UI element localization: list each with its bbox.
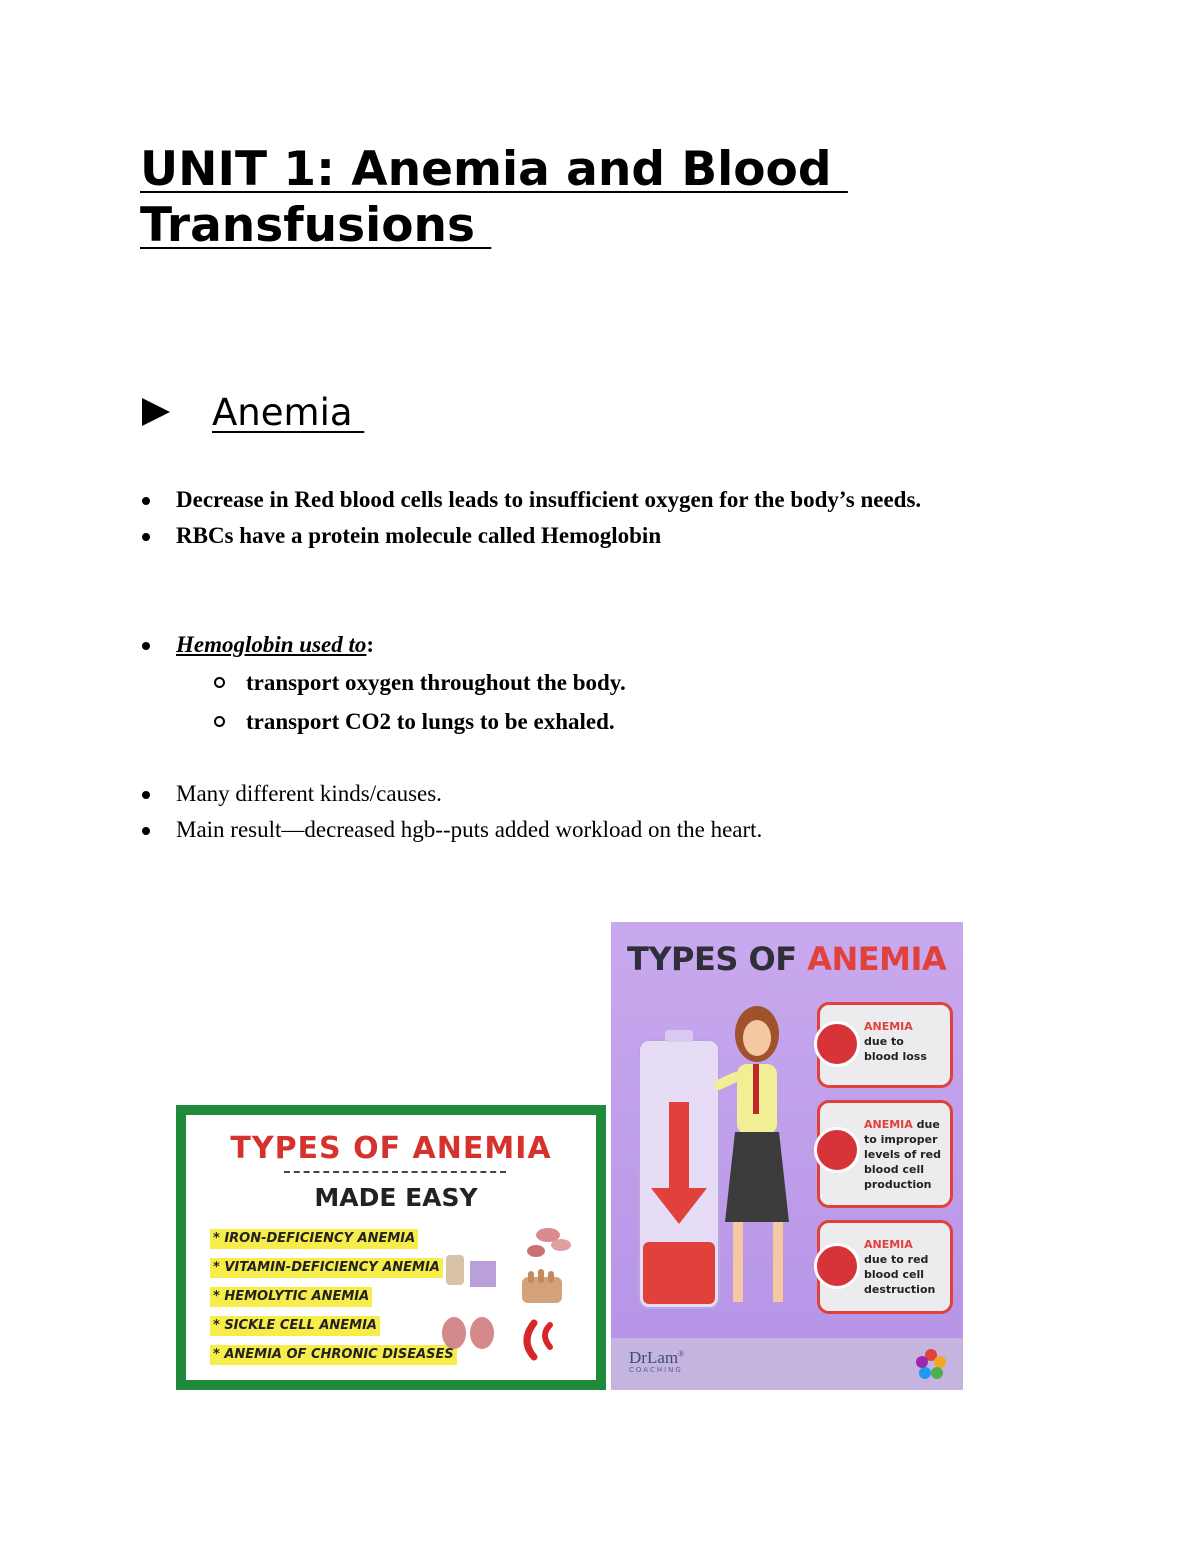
bullet-dot-icon [142, 791, 150, 799]
bullet-list-2 [142, 776, 1022, 848]
logo-text: DrLam [629, 1348, 679, 1367]
anemia-type-item: * IRON-DEFICIENCY ANEMIA [210, 1229, 418, 1249]
section-title: Anemia [212, 390, 365, 434]
infographic-subtitle: MADE EASY [314, 1183, 478, 1212]
list-item [142, 482, 1022, 518]
anemia-type-item: * SICKLE CELL ANEMIA [210, 1316, 380, 1336]
logo-registered-mark: ® [678, 1349, 685, 1359]
kidney-icon [442, 1317, 494, 1349]
card-text-line1: due [912, 1118, 940, 1131]
play-arrow-icon [142, 398, 170, 426]
hollow-bullet-icon [214, 716, 225, 727]
bullet-dot-icon [142, 827, 150, 835]
flower-logo-icon [915, 1348, 947, 1380]
infographic-title [627, 940, 946, 978]
section-heading-anemia [142, 388, 364, 436]
card-text-line1: due to red [864, 1253, 929, 1266]
hands-icon [522, 1269, 562, 1303]
list-item-text: Main result—decreased hgb--puts added workload on the heart. [176, 817, 763, 842]
anemia-type-item: * HEMOLYTIC ANEMIA [210, 1287, 372, 1307]
woman-icon [712, 1006, 789, 1302]
anemia-types-list [210, 1227, 457, 1372]
page-title [140, 142, 848, 254]
logo-subtext: COACHING [629, 1366, 683, 1374]
card-title: ANEMIA [864, 1118, 913, 1131]
hemoglobin-label: Hemoglobin used to [176, 632, 367, 657]
card-text-line2: blood cell destruction [864, 1268, 936, 1296]
anemia-type-item: * VITAMIN-DEFICIENCY ANEMIA [210, 1258, 443, 1278]
infographic-title-part2: ANEMIA [412, 1131, 552, 1166]
sub-list-item-text: transport CO2 to lungs to be exhaled. [246, 709, 615, 734]
list-item-text: Many different kinds/causes. [176, 781, 442, 806]
card-title: ANEMIA [864, 1020, 913, 1033]
list-item-text: RBCs have a protein molecule called Hemoglobin [176, 523, 662, 548]
blood-drop-icon [814, 1021, 860, 1067]
anemia-card-destruction [817, 1220, 953, 1314]
types-of-anemia-made-easy-image [176, 1105, 606, 1390]
anemia-illustrations-icon [436, 1215, 586, 1375]
sub-list-item [142, 663, 1022, 702]
arrow-down-circle-icon [814, 1127, 860, 1173]
infographic-title [186, 1131, 596, 1166]
infographic-title-part1: TYPES OF [230, 1131, 413, 1166]
card-text-line1: due to [864, 1035, 904, 1048]
infographic-title-part1: TYPES OF [627, 940, 808, 978]
sub-list-item [142, 702, 1022, 741]
red-blood-cells-icon [814, 1243, 860, 1289]
woman-battery-illustration [627, 992, 817, 1322]
bone-marrow-icon [446, 1255, 496, 1287]
bullet-dot-icon [142, 642, 150, 650]
list-item [142, 518, 1022, 554]
bullet-dot-icon [142, 533, 150, 541]
sickle-cell-icon [527, 1323, 550, 1357]
hollow-bullet-icon [214, 677, 225, 688]
infographic-title-part2: ANEMIA [807, 940, 947, 978]
title-line-2: Transfusions [140, 198, 492, 253]
anemia-card-blood-loss [817, 1002, 953, 1088]
types-of-anemia-infographic-image [611, 922, 963, 1390]
card-text-line2: blood loss [864, 1050, 927, 1063]
title-line-1: UNIT 1: Anemia and Blood [140, 142, 848, 197]
bullet-list-hemoglobin [142, 627, 1022, 741]
bullet-list-1 [142, 482, 1022, 554]
sub-list-item-text: transport oxygen throughout the body. [246, 670, 626, 695]
dashed-divider [284, 1171, 506, 1173]
hemoglobin-colon: : [366, 632, 375, 657]
list-item-text: Decrease in Red blood cells leads to insufficient oxygen for the body’s needs. [176, 487, 922, 512]
card-title: ANEMIA [864, 1238, 913, 1251]
anemia-card-improper-production [817, 1100, 953, 1208]
list-item [142, 627, 1022, 663]
drlam-logo [629, 1348, 684, 1374]
card-text-line2: to improper levels of red blood cell production [864, 1133, 941, 1191]
list-item [142, 776, 1022, 812]
blood-cells-icon [527, 1228, 571, 1257]
list-item [142, 812, 1022, 848]
infographic-footer [611, 1338, 963, 1390]
bullet-dot-icon [142, 497, 150, 505]
anemia-type-item: * ANEMIA OF CHRONIC DISEASES [210, 1345, 457, 1365]
